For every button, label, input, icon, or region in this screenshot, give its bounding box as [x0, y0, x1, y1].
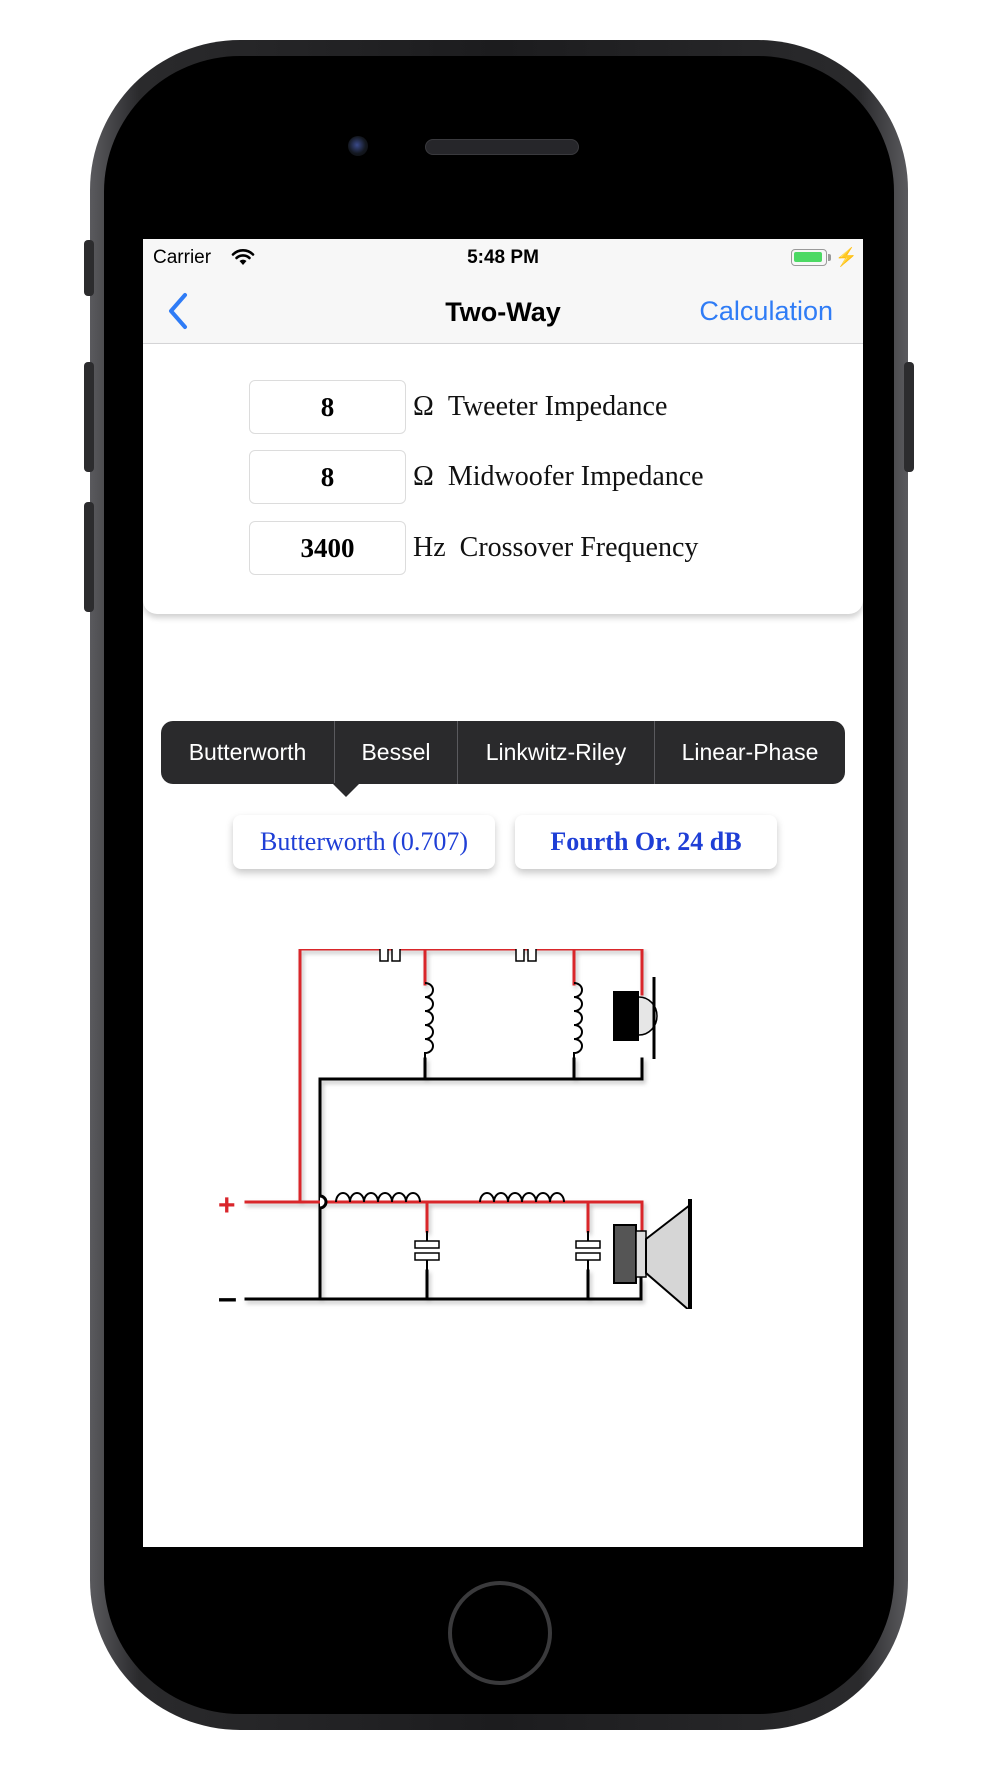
charging-bolt-icon: ⚡ [835, 247, 858, 267]
home-button[interactable] [448, 1581, 552, 1685]
midwoofer-impedance-unit: Ω [413, 461, 434, 492]
crossover-schematic [218, 949, 778, 1309]
calculation-button[interactable]: Calculation [699, 296, 833, 326]
status-bar [143, 239, 863, 279]
page-title: Two-Way [445, 297, 561, 327]
volume-up-button [84, 362, 94, 472]
tweeter-impedance-text: Tweeter Impedance [447, 391, 668, 422]
tweeter-impedance-label [413, 391, 667, 423]
capacitor-c2 [516, 949, 536, 961]
inductor-l1 [425, 983, 433, 1059]
battery-icon [791, 249, 827, 266]
inductor-l2 [574, 983, 582, 1059]
midwoofer-impedance-text: Midwoofer Impedance [447, 461, 704, 492]
front-camera [348, 136, 368, 156]
crossover-frequency-label [413, 532, 698, 564]
menu-item-linear-phase[interactable]: Linear-Phase [681, 739, 819, 765]
filter-type-menu [161, 721, 845, 784]
menu-item-bessel[interactable]: Bessel [361, 739, 431, 765]
midwoofer-impedance-row [249, 450, 769, 504]
plus-label: + [218, 1189, 236, 1222]
capacitor-c4 [576, 1231, 600, 1271]
crossover-frequency-unit: Hz [413, 532, 446, 563]
tweeter-impedance-unit: Ω [413, 391, 434, 422]
crossover-frequency-row [249, 521, 769, 575]
menu-item-linkwitz-riley[interactable]: Linkwitz-Riley [485, 739, 627, 765]
carrier-label: Carrier [153, 247, 212, 268]
tweeter-speaker-icon [613, 977, 657, 1059]
screen [143, 239, 863, 1547]
battery-cap [828, 254, 831, 261]
crossover-frequency-input[interactable]: 3400 [249, 521, 406, 575]
menu-item-butterworth[interactable]: Butterworth [188, 739, 307, 765]
woofer-speaker-icon [614, 1199, 690, 1309]
capacitor-c1 [380, 949, 400, 961]
clock-label: 5:48 PM [467, 247, 539, 268]
capacitor-c3 [415, 1231, 439, 1271]
tweeter-impedance-input[interactable]: 8 [249, 380, 406, 434]
earpiece-speaker [425, 139, 579, 155]
midwoofer-impedance-input[interactable]: 8 [249, 450, 406, 504]
midwoofer-impedance-label [413, 461, 704, 493]
inputs-card [143, 344, 863, 614]
filter-type-button[interactable]: Butterworth (0.707) [233, 815, 495, 869]
power-button [904, 362, 914, 472]
minus-label: – [218, 1279, 237, 1309]
tweeter-impedance-row [249, 380, 769, 434]
volume-down-button [84, 502, 94, 612]
negative-wires [246, 1059, 642, 1309]
mute-switch [84, 240, 94, 296]
wire-crossover-hop [320, 1196, 326, 1208]
menu-pointer [332, 783, 360, 797]
filter-order-button[interactable]: Fourth Or. 24 dB [515, 815, 777, 869]
navigation-bar [143, 279, 863, 344]
crossover-frequency-text: Crossover Frequency [459, 532, 699, 563]
